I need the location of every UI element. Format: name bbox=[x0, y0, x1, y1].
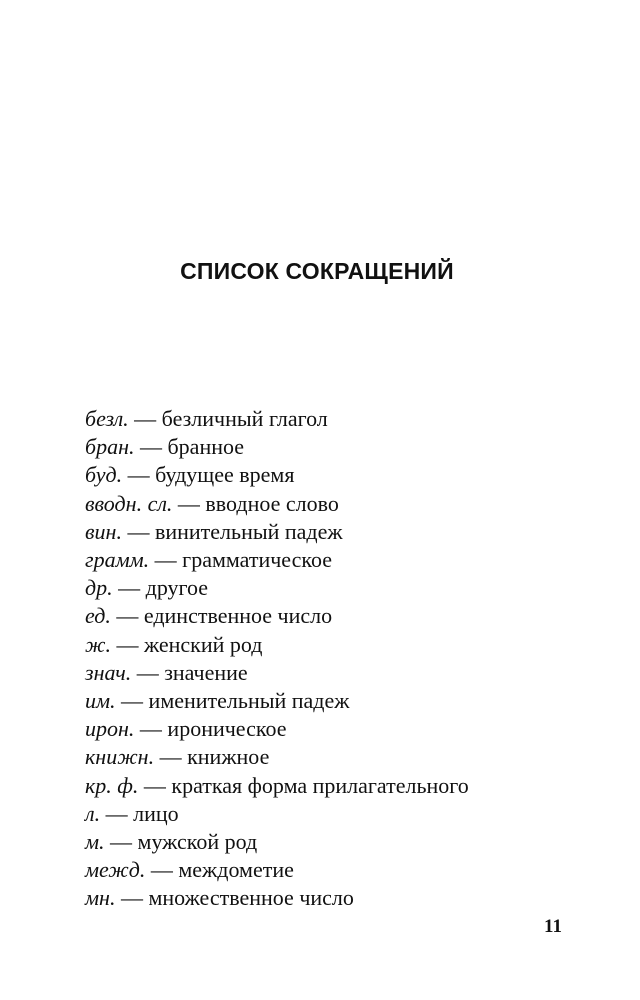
dash: — bbox=[118, 575, 141, 601]
abbreviation: ж. bbox=[85, 631, 111, 657]
dash: — bbox=[136, 659, 159, 685]
dash: — bbox=[127, 518, 150, 544]
list-item bbox=[85, 574, 469, 602]
meaning: книжное bbox=[187, 744, 270, 770]
meaning: безличный глагол bbox=[161, 406, 328, 431]
dash: — bbox=[116, 631, 139, 657]
list-item bbox=[85, 772, 469, 800]
abbreviation: межд. bbox=[85, 857, 146, 883]
dash: — bbox=[177, 490, 200, 516]
meaning: вводное слово bbox=[205, 490, 339, 516]
meaning: женский род bbox=[143, 631, 263, 657]
abbreviation: м. bbox=[85, 829, 105, 855]
abbreviation: л. bbox=[85, 800, 101, 826]
abbreviation: др. bbox=[85, 575, 113, 601]
list-item bbox=[85, 602, 469, 630]
abbreviation: вин. bbox=[85, 518, 122, 544]
abbreviation: ирон. bbox=[85, 716, 135, 742]
list-item bbox=[85, 687, 469, 715]
list-item bbox=[85, 659, 469, 687]
list-item bbox=[85, 743, 469, 771]
meaning: мужской род bbox=[137, 829, 258, 855]
meaning: будущее время bbox=[155, 462, 295, 488]
dash: — bbox=[121, 688, 144, 714]
dash: — bbox=[120, 885, 143, 911]
abbreviation: ед. bbox=[85, 603, 111, 629]
abbreviation: бран. bbox=[85, 434, 135, 460]
page-title: СПИСОК СОКРАЩЕНИЙ bbox=[180, 258, 454, 284]
page-number: 11 bbox=[544, 916, 562, 937]
meaning: лицо bbox=[133, 800, 179, 826]
dash: — bbox=[127, 462, 150, 488]
abbreviation: знач. bbox=[85, 659, 132, 685]
abbreviation: книжн. bbox=[85, 744, 155, 770]
meaning: множественное число bbox=[148, 885, 354, 911]
list-item bbox=[85, 856, 469, 884]
list-item bbox=[85, 461, 469, 489]
abbreviation: вводн. сл. bbox=[85, 490, 173, 516]
abbreviation: грамм. bbox=[85, 547, 150, 573]
list-item bbox=[85, 828, 469, 856]
meaning: междометие bbox=[178, 857, 294, 883]
dash: — bbox=[105, 800, 128, 826]
meaning: другое bbox=[145, 575, 209, 601]
dash: — bbox=[143, 772, 166, 798]
list-item bbox=[85, 546, 469, 574]
dash: — bbox=[139, 716, 162, 742]
abbreviation: безл. bbox=[85, 406, 129, 431]
meaning: ироническое bbox=[167, 716, 287, 742]
abbreviation: мн. bbox=[85, 885, 116, 911]
abbreviation-list bbox=[85, 405, 469, 913]
dash: — bbox=[154, 547, 177, 573]
dash: — bbox=[159, 744, 182, 770]
list-item bbox=[85, 715, 469, 743]
meaning: краткая форма прилагательного bbox=[171, 772, 469, 798]
abbreviation: кр. ф. bbox=[85, 772, 139, 798]
list-item bbox=[85, 490, 469, 518]
meaning: грамматическое bbox=[182, 547, 332, 573]
list-item bbox=[85, 433, 469, 461]
list-item bbox=[85, 405, 469, 433]
dash: — bbox=[139, 434, 162, 460]
list-item bbox=[85, 800, 469, 828]
list-item bbox=[85, 631, 469, 659]
meaning: значение bbox=[164, 659, 248, 685]
meaning: единственное число bbox=[143, 603, 333, 629]
abbreviation: им. bbox=[85, 688, 116, 714]
meaning: именительный падеж bbox=[148, 688, 350, 714]
dash: — bbox=[110, 829, 133, 855]
list-item bbox=[85, 884, 469, 912]
list-item bbox=[85, 518, 469, 546]
meaning: бранное bbox=[167, 434, 245, 460]
dash: — bbox=[116, 603, 139, 629]
dash: — bbox=[150, 857, 173, 883]
meaning: винительный падеж bbox=[154, 518, 343, 544]
dash: — bbox=[134, 406, 157, 431]
abbreviation: буд. bbox=[85, 462, 123, 488]
